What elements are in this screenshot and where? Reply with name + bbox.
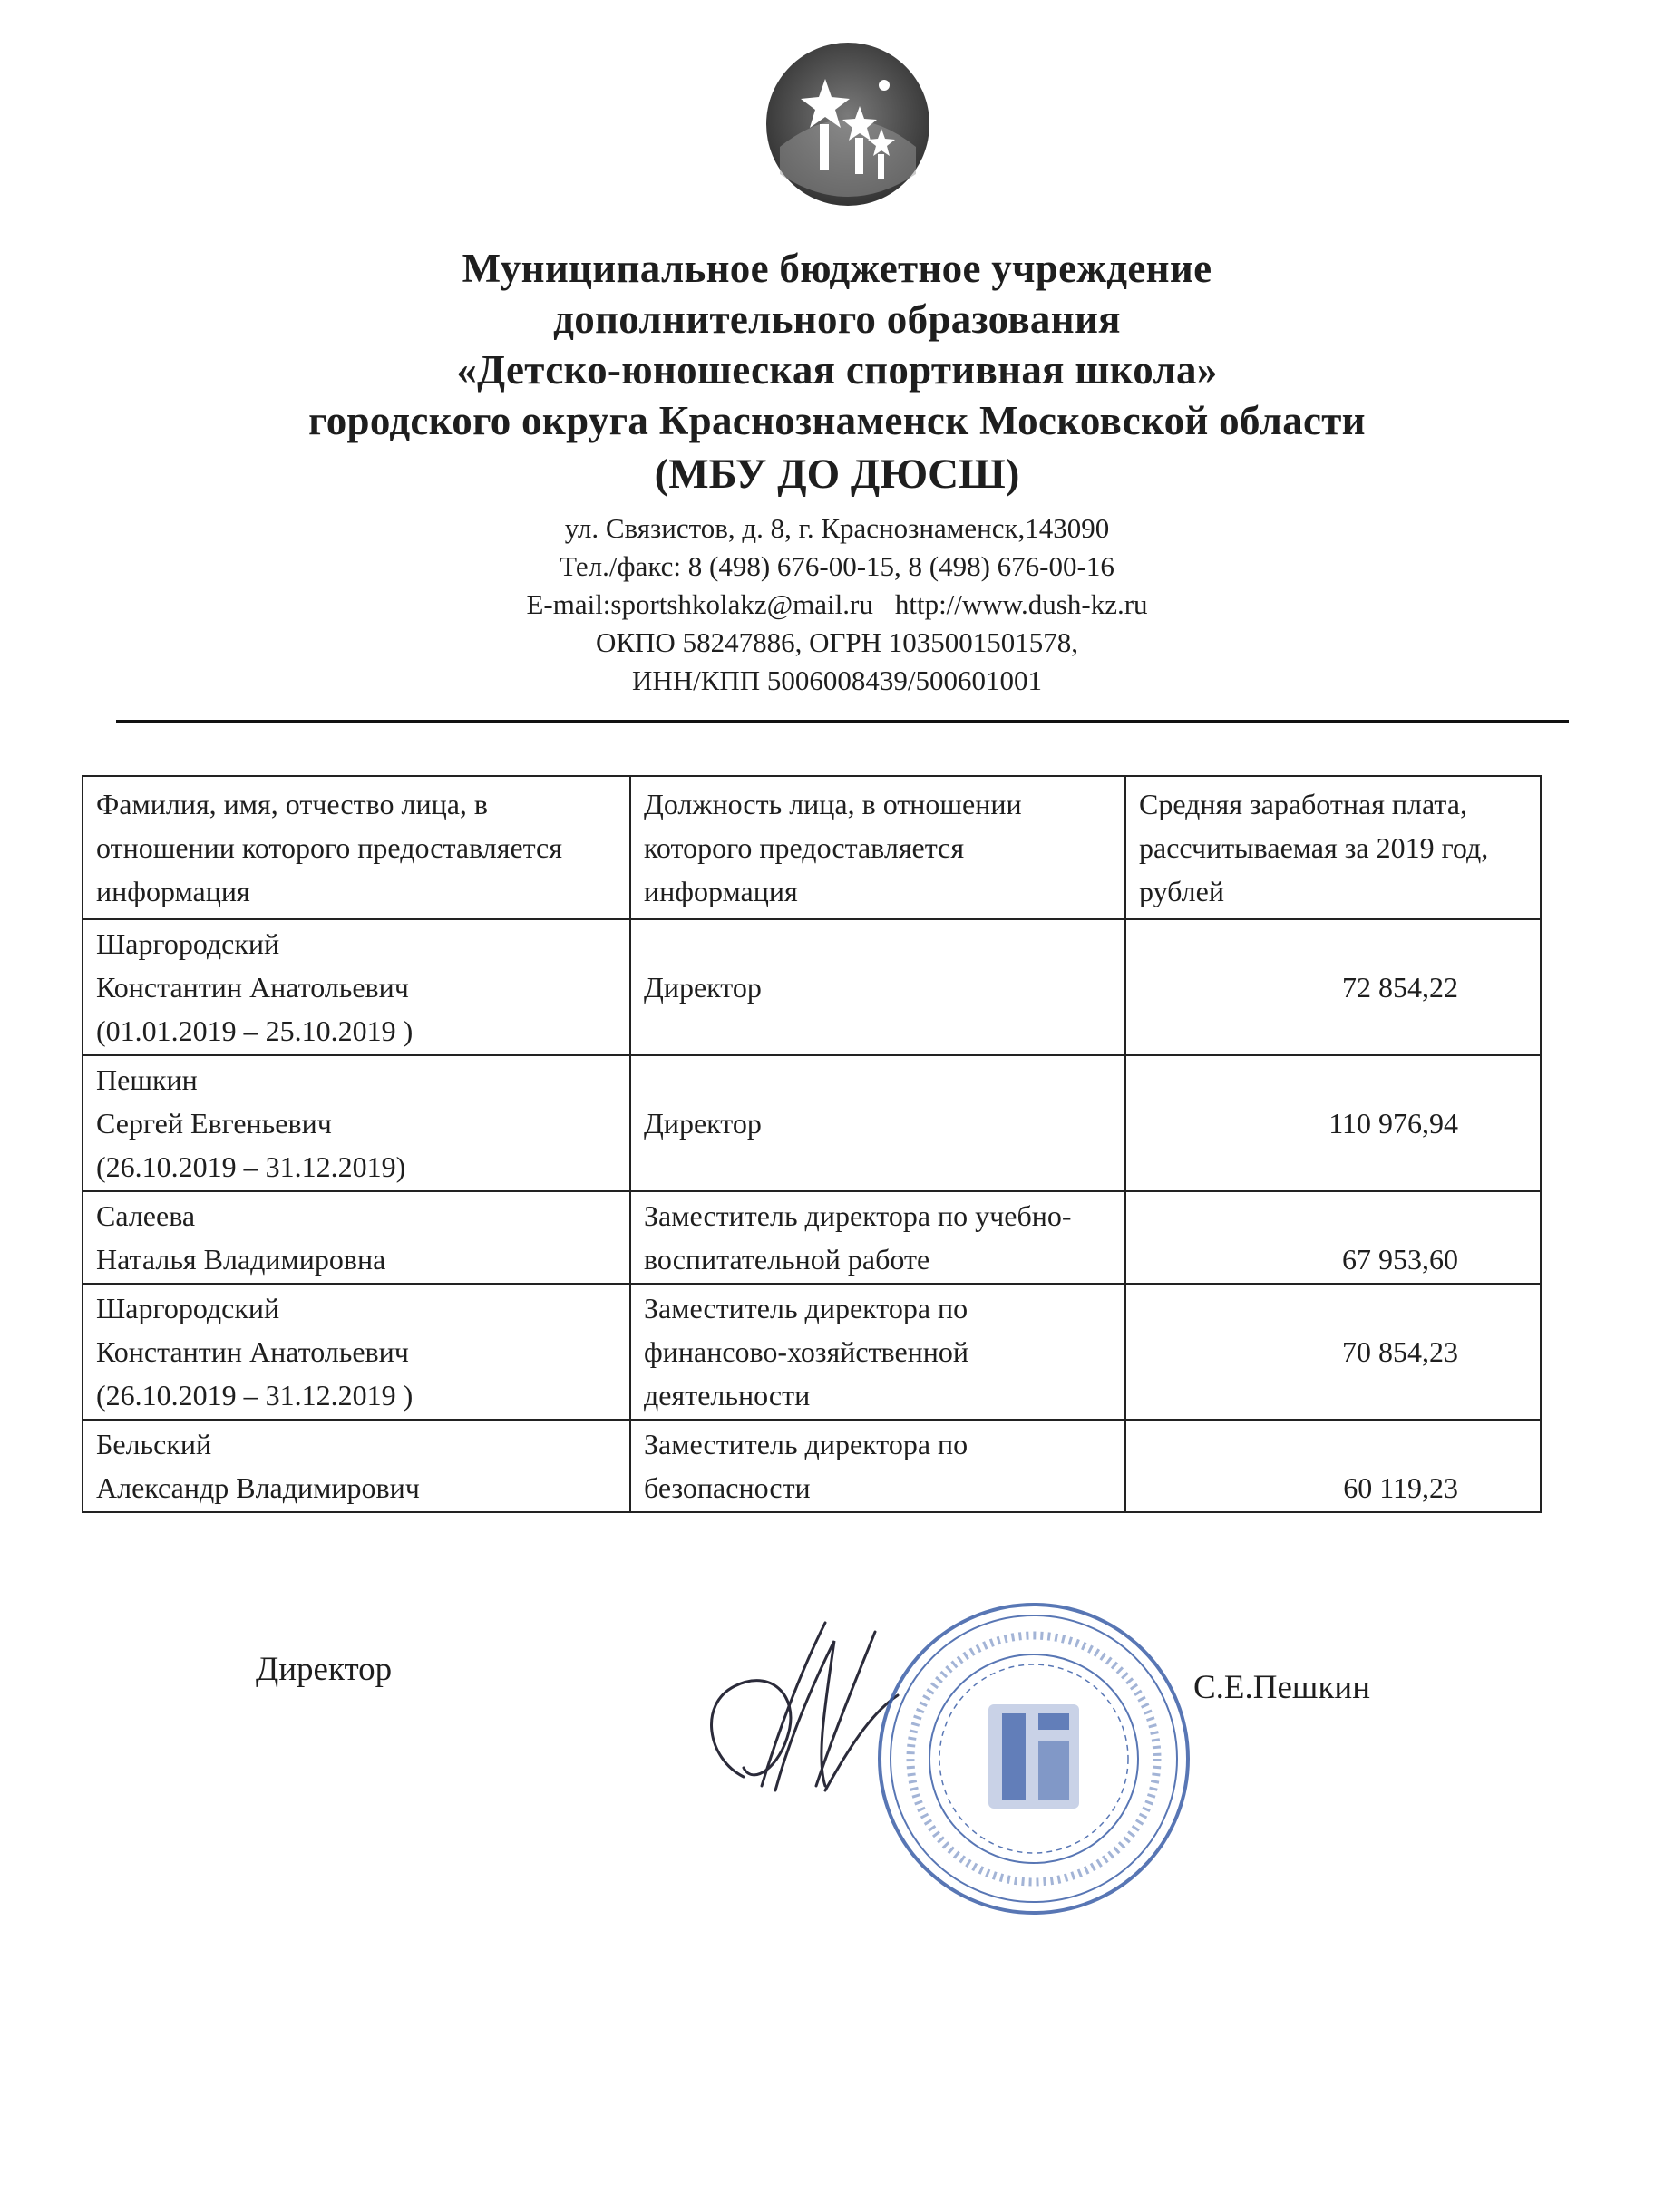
table-row: [83, 1191, 1541, 1284]
header-name: Фамилия, имя, отчество лица, в отношении которого предоставляется информация: [83, 776, 630, 919]
org-abbreviation: (МБУ ДО ДЮСШ): [654, 451, 1020, 498]
organization-stamp-icon: [871, 1596, 1197, 1922]
given-names: Александр Владимирович: [96, 1471, 420, 1504]
table-row: [83, 919, 1541, 1055]
period: (26.10.2019 – 31.12.2019): [96, 1150, 406, 1183]
period: (01.01.2019 – 25.10.2019 ): [96, 1014, 414, 1047]
person-name: [83, 1284, 630, 1420]
inn-kpp: ИНН/КПП 5006008439/500601001: [631, 665, 1043, 696]
salary-amount: 110 976,94: [1125, 1055, 1541, 1191]
table-row: [83, 1284, 1541, 1420]
salary-amount: 72 854,22: [1125, 919, 1541, 1055]
position: Заместитель директора по безопасности: [630, 1420, 1125, 1512]
surname: Пешкин: [96, 1063, 198, 1096]
given-names: Константин Анатольевич: [96, 971, 409, 1004]
org-name-line-2: дополнительного образования: [553, 296, 1121, 342]
email-website-line: [0, 586, 1674, 624]
address: ул. Связистов, д. 8, г. Краснознаменск,143090: [564, 512, 1110, 544]
given-names: Константин Анатольевич: [96, 1335, 409, 1368]
position: Заместитель директора по финансово-хозяйственной деятельности: [630, 1284, 1125, 1420]
given-names: Сергей Евгеньевич: [96, 1107, 332, 1140]
given-names: Наталья Владимировна: [96, 1243, 386, 1276]
surname: Салеева: [96, 1199, 196, 1232]
header-divider: [116, 720, 1569, 723]
website[interactable]: http://www.dush-kz.ru: [894, 588, 1148, 620]
position: Директор: [630, 1055, 1125, 1191]
salary-amount: 60 119,23: [1125, 1420, 1541, 1512]
okpo-ogrn: ОКПО 58247886, ОГРН 1035001501578,: [595, 626, 1079, 658]
table-row: [83, 1420, 1541, 1512]
contact-block: [0, 509, 1674, 700]
email[interactable]: E-mail:sportshkolakz@mail.ru: [526, 588, 873, 620]
surname: Шаргородский: [96, 1292, 280, 1324]
phone-fax: Тел./факс: 8 (498) 676-00-15, 8 (498) 676-00-16: [560, 550, 1114, 582]
salary-table: [82, 775, 1542, 1513]
salary-amount: 70 854,23: [1125, 1284, 1541, 1420]
school-emblem-icon: [762, 38, 934, 210]
person-name: [83, 1055, 630, 1191]
letterhead: [0, 243, 1674, 700]
salary-amount: 67 953,60: [1125, 1191, 1541, 1284]
period: (26.10.2019 – 31.12.2019 ): [96, 1379, 414, 1412]
table-header-row: [83, 776, 1541, 919]
surname: Шаргородский: [96, 927, 280, 960]
signatory-name: С.Е.Пешкин: [1193, 1669, 1370, 1706]
org-name-line-4: городского округа Краснознаменск Московской области: [308, 398, 1366, 443]
person-name: [83, 1420, 630, 1512]
table-row: [83, 1055, 1541, 1191]
header-position: Должность лица, в отношении которого предоставляется информация: [630, 776, 1125, 919]
person-name: [83, 1191, 630, 1284]
signatory-title: Директор: [256, 1651, 393, 1688]
position: Заместитель директора по учебно-воспитательной работе: [630, 1191, 1125, 1284]
org-name-line-1: Муниципальное бюджетное учреждение: [462, 246, 1212, 291]
position: Директор: [630, 919, 1125, 1055]
header-salary: Средняя заработная плата, рассчитываемая за 2019 год, рублей: [1125, 776, 1541, 919]
person-name: [83, 919, 630, 1055]
surname: Бельский: [96, 1428, 212, 1460]
org-name-line-3: «Детско-юношеская спортивная школа»: [456, 347, 1218, 393]
